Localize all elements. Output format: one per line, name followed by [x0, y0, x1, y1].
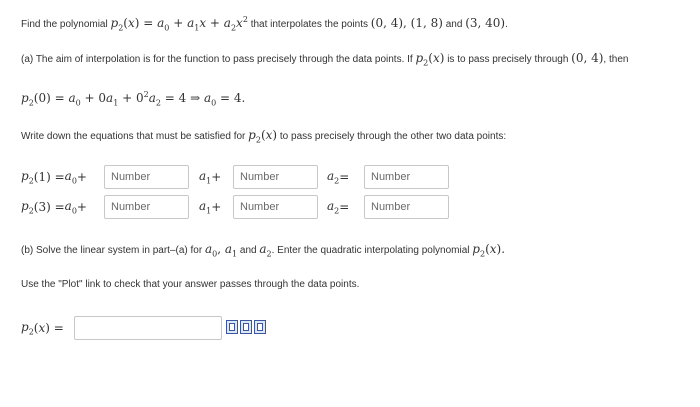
- part-a-example-equation: $p_2(0) = a_0 + 0a_1 + 0^2a_2 = 4$ ⇒ $a_0 = 4$.: [21, 90, 246, 108]
- part-b-instruction: (b) Solve the linear system in part–(a) for $a_0$, $a_1$ and $a_2$. Enter the quadratic interpolating polynomial $p_2(x)$.: [21, 242, 506, 259]
- eq1-rhs-input[interactable]: [364, 165, 449, 189]
- eq1-a2-coefficient-input[interactable]: [233, 165, 318, 189]
- answer-polynomial-input[interactable]: [74, 316, 222, 340]
- formula-tool-icon[interactable]: [240, 320, 252, 334]
- help-tool-icon[interactable]: [254, 320, 266, 334]
- intro-mid-text: that interpolates the points: [250, 19, 368, 30]
- problem-statement: Find the polynomial $p_2(x) = a_0 + a_1x + a_2x^2$ that interpolates the points (0, 4), (1, 8) and (3, 40).: [21, 15, 508, 33]
- plot-hint: Use the "Plot" link to check that your answer passes through the data points.: [21, 279, 360, 290]
- equation-row-1: $p_2$ (1) = $a_0$ +: [21, 168, 87, 186]
- math-p2x: $p_2$: [110, 16, 124, 33]
- plot-tool-icon[interactable]: [226, 320, 238, 334]
- eq2-rhs-input[interactable]: [364, 195, 449, 219]
- eq2-a2-coefficient-input[interactable]: [233, 195, 318, 219]
- eq2-a1-coefficient-input[interactable]: [104, 195, 189, 219]
- part-a-intro: (a) The aim of interpolation is for the function to pass precisely through the data points. If $p_2(x)$ is to pass precisely through (0, 4), then: [21, 51, 629, 68]
- answer-label: $p_2$ ( x ) =: [21, 319, 64, 337]
- equation-row-2: $p_2$ (3) = $a_0$ +: [21, 198, 87, 216]
- part-a-instruction: Write down the equations that must be satisfied for $p_2(x)$ to pass precisely through the other two data points:: [21, 128, 507, 145]
- math-points: (0, 4), (1, 8): [370, 16, 443, 30]
- intro-text: Find the polynomial: [21, 19, 108, 30]
- eq1-a1-coefficient-input[interactable]: [104, 165, 189, 189]
